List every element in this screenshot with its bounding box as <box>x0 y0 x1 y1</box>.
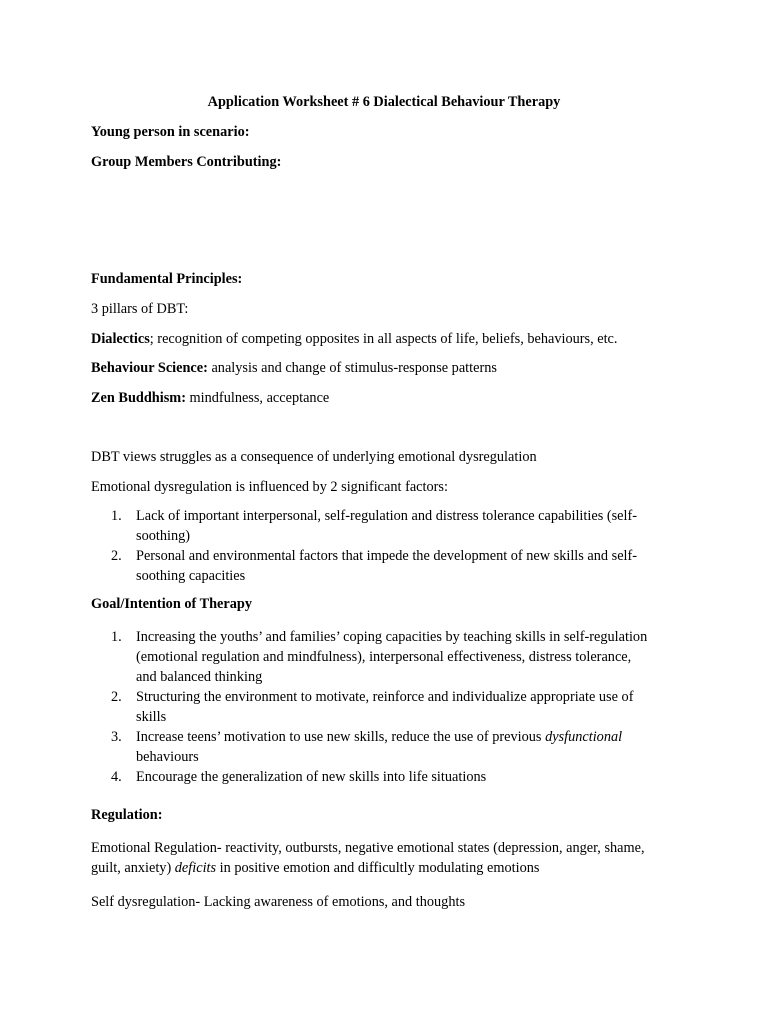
zen-buddhism-text: mindfulness, acceptance <box>185 390 330 406</box>
behaviour-science-label: Behaviour Science: <box>91 360 208 376</box>
zen-buddhism-line <box>91 388 329 408</box>
dysregulation-intro: Emotional dysregulation is influenced by 2 significant factors: <box>91 479 448 495</box>
list-item-number: 2. <box>111 548 122 564</box>
goal-heading: Goal/Intention of Therapy <box>91 596 252 612</box>
pillars-intro: 3 pillars of DBT: <box>91 301 189 317</box>
list-item-number: 1. <box>111 508 122 524</box>
young-person-label: Young person in scenario: <box>91 124 250 140</box>
list-item-text: soothing capacities <box>136 568 246 584</box>
dbt-views-paragraph: DBT views struggles as a consequence of underlying emotional dysregulation <box>91 449 537 465</box>
list-item-text: (emotional regulation and mindfulness), interpersonal effectiveness, distress tolerance, <box>136 649 632 665</box>
emotional-regulation-text: in positive emotion and difficultly modulating emotions <box>216 860 540 876</box>
list-item <box>91 546 691 586</box>
list-item-text <box>136 727 691 747</box>
list-item-text: Structuring the environment to motivate, reinforce and individualize appropriate use of <box>136 689 634 705</box>
list-item <box>91 727 691 767</box>
emotional-regulation-line1: Emotional Regulation- reactivity, outbursts, negative emotional states (depression, anger, shame, <box>91 840 645 856</box>
emotional-regulation-text: guilt, anxiety) <box>91 860 175 876</box>
emotional-regulation-italic: deficits <box>174 860 217 876</box>
goals-list <box>91 627 691 787</box>
list-item-text: soothing) <box>136 528 191 544</box>
list-item-number: 1. <box>111 629 122 645</box>
list-item-number: 3. <box>111 729 122 745</box>
group-members-label: Group Members Contributing: <box>91 154 282 170</box>
list-item-text: Personal and environmental factors that impede the development of new skills and self- <box>136 548 638 564</box>
list-item-text-plain: Increase teens’ motivation to use new skills, reduce the use of previous <box>136 729 546 745</box>
list-item <box>91 627 691 687</box>
list-item-text-italic: dysfunctional <box>545 729 623 745</box>
list-item-text: behaviours <box>136 749 199 765</box>
self-dysregulation-paragraph: Self dysregulation- Lacking awareness of emotions, and thoughts <box>91 894 466 910</box>
dialectics-text: ; recognition of competing opposites in all aspects of life, beliefs, behaviours, etc. <box>149 331 618 347</box>
behaviour-science-line <box>91 358 497 378</box>
list-item-text: Encourage the generalization of new skills into life situations <box>136 769 487 785</box>
dialectics-line <box>91 329 617 349</box>
page-title: Application Worksheet # 6 Dialectical Behaviour Therapy <box>207 94 561 110</box>
list-item-text: Increasing the youths’ and families’ coping capacities by teaching skills in self-regulation <box>136 629 648 645</box>
list-item <box>91 767 691 787</box>
list-item-text: Lack of important interpersonal, self-regulation and distress tolerance capabilities (self- <box>136 508 637 524</box>
list-item-number: 2. <box>111 689 122 705</box>
fundamental-principles-heading: Fundamental Principles: <box>91 271 243 287</box>
list-item-text: and balanced thinking <box>136 669 263 685</box>
factors-list <box>91 506 691 586</box>
zen-buddhism-label: Zen Buddhism: <box>91 390 186 406</box>
list-item <box>91 506 691 546</box>
dialectics-label: Dialectics <box>91 331 150 347</box>
list-item <box>91 687 691 727</box>
emotional-regulation-line2 <box>91 858 539 878</box>
regulation-heading: Regulation: <box>91 807 163 823</box>
behaviour-science-text: analysis and change of stimulus-response patterns <box>207 360 497 376</box>
list-item-text: skills <box>136 709 167 725</box>
list-item-number: 4. <box>111 769 122 785</box>
